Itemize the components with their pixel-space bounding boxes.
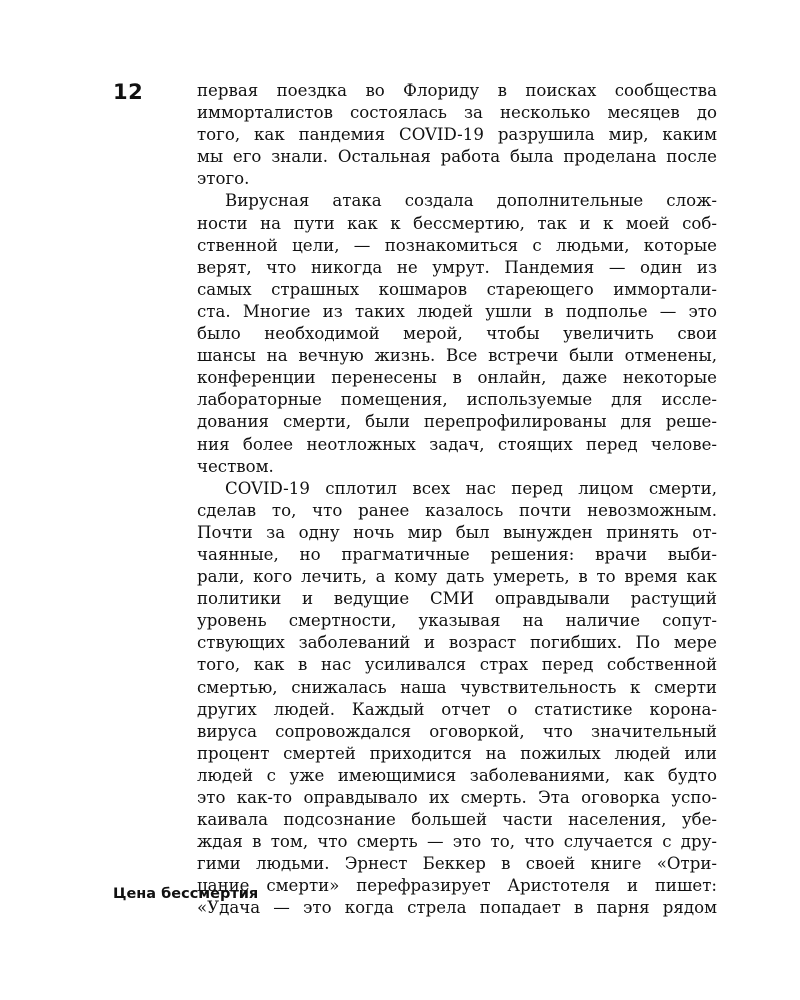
text-line: ствующих заболеваний и возраст погибших. По мере: [197, 633, 717, 653]
text-line: чеством.: [197, 456, 274, 476]
text-line: самых страшных кошмаров стареющего иммортали-: [197, 279, 717, 299]
text-line: смертью, снижалась наша чувствительность к смерти: [197, 677, 717, 697]
text-line: конференции перенесены в онлайн, даже некоторые: [197, 368, 717, 388]
text-line: чаянные, но прагматичные решения: врачи выби-: [197, 544, 717, 564]
text-line: других людей. Каждый отчет о статистике корона-: [197, 699, 717, 719]
text-line: мы его знали. Остальная работа была проделана после: [197, 147, 717, 167]
text-line: это как-то оправдывало их смерть. Эта оговорка успо-: [197, 788, 717, 807]
paragraph: [197, 80, 717, 190]
text-line: верят, что никогда не умрут. Пандемия — один из: [197, 257, 717, 277]
paragraph: [197, 190, 717, 477]
text-line: уровень смертности, указывая на наличие сопут-: [197, 611, 717, 631]
text-line: ждая в том, что смерть — это то, что случается с дру-: [197, 832, 717, 852]
text-line: имморталистов состоялась за несколько месяцев до: [197, 103, 717, 123]
text-line: Вирусная атака создала дополнительные слож-: [225, 191, 717, 211]
text-line: этого.: [197, 169, 250, 189]
text-line: сделав то, что ранее казалось почти невозможным.: [197, 500, 717, 520]
text-line: цание смерти» перефразирует Аристотеля и пишет:: [197, 876, 717, 896]
text-line: политики и ведущие СМИ оправдывали растущий: [197, 589, 717, 609]
text-line: Почти за одну ночь мир был вынужден принять от-: [197, 522, 717, 542]
text-line: гими людьми. Эрнест Беккер в своей книге «Отри-: [197, 854, 717, 874]
text-line: ния более неотложных задач, стоящих перед челове-: [197, 434, 717, 454]
text-line: каивала подсознание большей части населения, убе-: [197, 810, 717, 830]
text-line: первая поездка во Флориду в поисках сообщества: [197, 81, 717, 100]
text-line: шансы на вечную жизнь. Все встречи были отменены,: [197, 346, 717, 366]
text-line: было необходимой мерой, чтобы увеличить свои: [197, 324, 717, 344]
text-line: рали, кого лечить, а кому дать умереть, в то время как: [197, 567, 717, 587]
text-line: процент смертей приходится на пожилых людей или: [197, 743, 717, 763]
text-line: вируса сопровождался оговоркой, что значительный: [197, 721, 717, 741]
text-line: того, как в нас усиливался страх перед собственной: [197, 655, 717, 675]
body-text: [197, 80, 717, 920]
paragraph: [197, 478, 717, 920]
text-line: лабораторные помещения, используемые для иссле-: [197, 390, 717, 410]
text-line: ста. Многие из таких людей ушли в подполье — это: [197, 301, 717, 321]
text-line: того, как пандемия COVID-19 разрушила мир, каким: [197, 125, 717, 145]
text-line: ности на пути как к бессмертию, так и к моей соб-: [197, 213, 717, 233]
text-line: людей с уже имеющимися заболеваниями, как будто: [197, 765, 717, 785]
text-line: дования смерти, были перепрофилированы для реше-: [197, 412, 717, 432]
page-number: 12: [113, 80, 144, 104]
text-line: COVID-19 сплотил всех нас перед лицом смерти,: [225, 478, 717, 498]
text-line: ственной цели, — познакомиться с людьми, которые: [197, 235, 717, 255]
text-line: «Удача — это когда стрела попадает в парня рядом: [197, 898, 717, 918]
running-footer: Цена бессмертия: [113, 886, 259, 902]
